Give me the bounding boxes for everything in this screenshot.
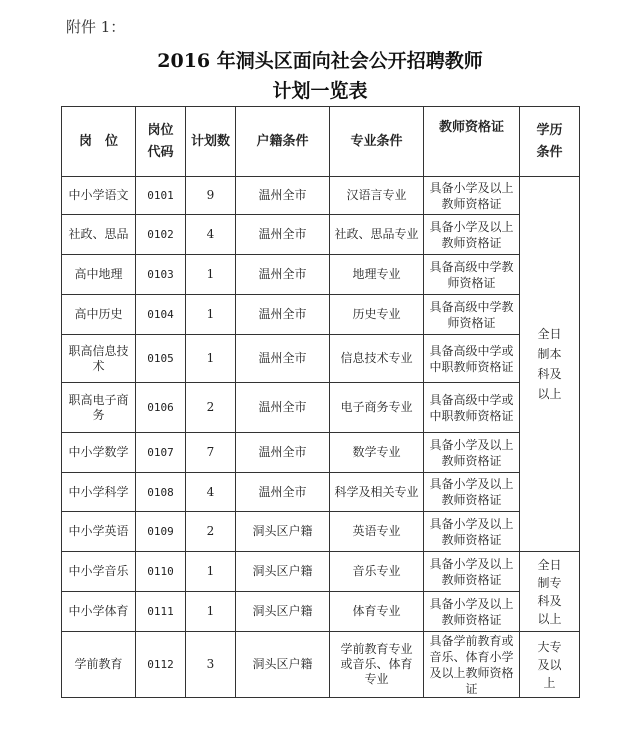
table-row — [62, 383, 580, 433]
cell-household: 洞头区户籍 — [236, 512, 330, 552]
cell-household: 温州全市 — [236, 473, 330, 512]
cell-plan: 1 — [186, 335, 236, 383]
cell-post: 高中地理 — [62, 255, 136, 295]
cell-code: 0101 — [136, 177, 186, 215]
table-row — [62, 592, 580, 632]
cell-household: 洞头区户籍 — [236, 632, 330, 698]
cell-household: 洞头区户籍 — [236, 592, 330, 632]
cell-post: 学前教育 — [62, 632, 136, 698]
cell-qualification: 具备小学及以上教师资格证 — [424, 473, 520, 512]
header-major: 专业条件 — [330, 107, 424, 177]
cell-plan: 1 — [186, 255, 236, 295]
cell-plan: 1 — [186, 552, 236, 592]
cell-qualification: 具备小学及以上教师资格证 — [424, 592, 520, 632]
cell-major: 地理专业 — [330, 255, 424, 295]
attachment-label: 附件 1： — [66, 18, 126, 36]
cell-post: 中小学音乐 — [62, 552, 136, 592]
cell-education-group-1: 全日制本科及以上 — [520, 177, 580, 552]
cell-household: 洞头区户籍 — [236, 552, 330, 592]
cell-qualification: 具备学前教育或音乐、体育小学及以上教师资格证 — [424, 632, 520, 698]
cell-code: 0112 — [136, 632, 186, 698]
cell-plan: 4 — [186, 215, 236, 255]
cell-plan: 4 — [186, 473, 236, 512]
page-subtitle: 计划一览表 — [272, 80, 368, 102]
table-row — [62, 295, 580, 335]
cell-major: 体育专业 — [330, 592, 424, 632]
cell-major: 学前教育专业或音乐、体育专业 — [330, 632, 424, 698]
cell-post: 职高电子商务 — [62, 383, 136, 433]
cell-household: 温州全市 — [236, 383, 330, 433]
cell-education-group-2: 全日制专科及以上 — [520, 552, 580, 632]
table-row — [62, 632, 580, 698]
cell-major: 英语专业 — [330, 512, 424, 552]
page-title: 2016 年洞头区面向社会公开招聘教师 — [157, 50, 483, 72]
cell-education-group-3: 大专及以上 — [520, 632, 580, 698]
cell-code: 0110 — [136, 552, 186, 592]
table-row — [62, 512, 580, 552]
recruitment-plan-table — [61, 106, 580, 698]
cell-household: 温州全市 — [236, 215, 330, 255]
table-row — [62, 473, 580, 512]
cell-plan: 1 — [186, 592, 236, 632]
cell-code: 0109 — [136, 512, 186, 552]
cell-code: 0105 — [136, 335, 186, 383]
cell-code: 0103 — [136, 255, 186, 295]
header-plan: 计划数 — [186, 107, 236, 177]
table-row — [62, 255, 580, 295]
cell-qualification: 具备高级中学教师资格证 — [424, 255, 520, 295]
cell-qualification: 具备高级中学教师资格证 — [424, 295, 520, 335]
header-post: 岗 位 — [62, 107, 136, 177]
cell-plan: 2 — [186, 383, 236, 433]
table-header-row — [62, 107, 580, 177]
cell-major: 社政、思品专业 — [330, 215, 424, 255]
header-household: 户籍条件 — [236, 107, 330, 177]
cell-code: 0107 — [136, 433, 186, 473]
cell-qualification: 具备小学及以上教师资格证 — [424, 433, 520, 473]
cell-household: 温州全市 — [236, 433, 330, 473]
cell-code: 0102 — [136, 215, 186, 255]
cell-major: 数学专业 — [330, 433, 424, 473]
cell-household: 温州全市 — [236, 335, 330, 383]
cell-major: 汉语言专业 — [330, 177, 424, 215]
cell-code: 0111 — [136, 592, 186, 632]
cell-plan: 2 — [186, 512, 236, 552]
cell-plan: 1 — [186, 295, 236, 335]
cell-household: 温州全市 — [236, 295, 330, 335]
cell-major: 信息技术专业 — [330, 335, 424, 383]
cell-major: 历史专业 — [330, 295, 424, 335]
table-row — [62, 552, 580, 592]
cell-post: 职高信息技术 — [62, 335, 136, 383]
cell-qualification: 具备小学及以上教师资格证 — [424, 552, 520, 592]
cell-post: 中小学体育 — [62, 592, 136, 632]
cell-household: 温州全市 — [236, 255, 330, 295]
cell-qualification: 具备小学及以上教师资格证 — [424, 177, 520, 215]
cell-qualification: 具备小学及以上教师资格证 — [424, 215, 520, 255]
table-row — [62, 177, 580, 215]
cell-post: 中小学语文 — [62, 177, 136, 215]
table-row — [62, 335, 580, 383]
cell-major: 电子商务专业 — [330, 383, 424, 433]
cell-qualification: 具备高级中学或中职教师资格证 — [424, 335, 520, 383]
table-row — [62, 433, 580, 473]
cell-code: 0104 — [136, 295, 186, 335]
cell-qualification: 具备高级中学或中职教师资格证 — [424, 383, 520, 433]
table-row — [62, 215, 580, 255]
cell-code: 0106 — [136, 383, 186, 433]
cell-post: 高中历史 — [62, 295, 136, 335]
cell-plan: 7 — [186, 433, 236, 473]
cell-post: 中小学数学 — [62, 433, 136, 473]
header-qualification: 教师资格证 — [424, 107, 520, 177]
cell-code: 0108 — [136, 473, 186, 512]
cell-post: 中小学科学 — [62, 473, 136, 512]
cell-post: 中小学英语 — [62, 512, 136, 552]
cell-post: 社政、思品 — [62, 215, 136, 255]
cell-plan: 3 — [186, 632, 236, 698]
cell-major: 科学及相关专业 — [330, 473, 424, 512]
cell-major: 音乐专业 — [330, 552, 424, 592]
cell-household: 温州全市 — [236, 177, 330, 215]
cell-plan: 9 — [186, 177, 236, 215]
header-education: 学历 条件 — [520, 107, 580, 177]
header-code: 岗位 代码 — [136, 107, 186, 177]
cell-qualification: 具备小学及以上教师资格证 — [424, 512, 520, 552]
